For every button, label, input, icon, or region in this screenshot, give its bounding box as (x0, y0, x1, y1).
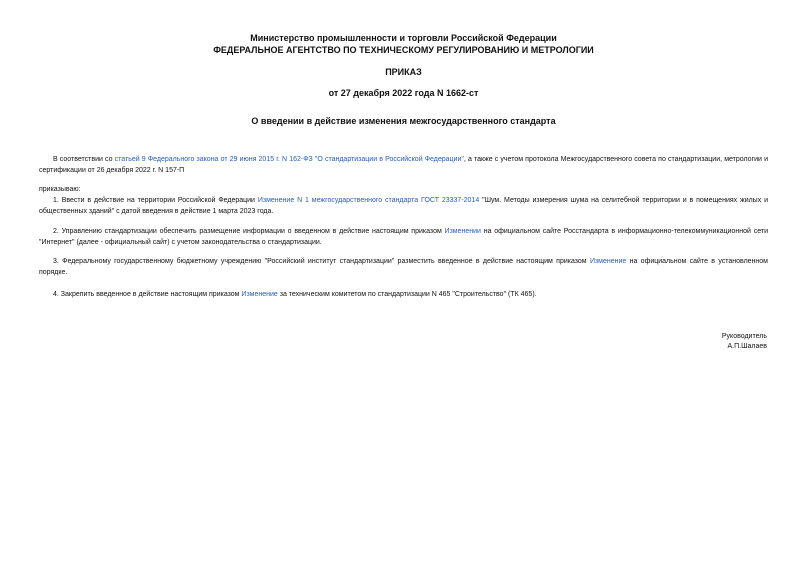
ministry-name: Министерство промышленности и торговли Российской Федерации (250, 33, 557, 43)
amendment-link-3[interactable]: Изменение (589, 258, 627, 265)
item-4-text-after: за техническим комитетом по стандартизации N 465 "Строительство" (ТК 465). (277, 291, 537, 298)
item-3-text-before: 3. Федеральному государственному бюджетному учреждению "Российский институт стандартизации" разместить введенное в действие настоящим приказом (53, 258, 590, 265)
item-1-text-before: 1. Ввести в действие на территории Российской Федерации (53, 197, 258, 204)
document-date-number: от 27 декабря 2022 года N 1662-ст (328, 88, 479, 98)
amendment-link-4[interactable]: Изменение (241, 291, 278, 298)
item-2-paragraph (39, 227, 768, 248)
agency-name: ФЕДЕРАЛЬНОЕ АГЕНТСТВО ПО ТЕХНИЧЕСКОМУ РЕГУЛИРОВАНИЮ И МЕТРОЛОГИИ (213, 45, 594, 55)
item-4-text-before: 4. Закрепить введенное в действие настоящим приказом (53, 291, 242, 298)
item-1-text-after: "Шум. Методы измерения шума на селитебной территории и в помещениях жилых и общественных зданий" с датой введения в действие 1 марта 2023 года. (39, 197, 768, 215)
law-article-link[interactable]: статьей 9 Федерального закона от 29 июня 2015 г. N 162-ФЗ "О стандартизации в Российской Федерации" (114, 156, 464, 163)
item-2-text-after: на официальном сайте Росстандарта в информационно-телекоммуникационной сети "Интернет" (далее - официальный сайт) с учетом законодательства о стандартизации. (39, 228, 768, 246)
item-3-text-after: на официальном сайте в установленном порядке. (39, 258, 768, 276)
decree-word: приказываю: (39, 186, 81, 193)
standard-amendment-link[interactable]: Изменение N 1 межгосударственного стандарта ГОСТ 23337-2014 (257, 197, 480, 204)
document-title: О введении в действие изменения межгосударственного стандарта (251, 116, 556, 126)
item-1-paragraph (39, 196, 768, 217)
item-2-text-before: 2. Управлению стандартизации обеспечить размещение информации о введенном в действие настоящим приказом (53, 228, 445, 235)
signature-name: А.П.Шалаев (727, 343, 767, 350)
item-4-paragraph (39, 290, 768, 301)
item-3-paragraph (39, 257, 768, 278)
intro-text-after: , а также с учетом протокола Межгосударственного совета по стандартизации, метрологии и сертификации от 26 декабря 2022 г. N 157-П (39, 156, 768, 174)
document-type: ПРИКАЗ (385, 67, 422, 77)
signature-role: Руководитель (721, 333, 767, 340)
intro-text-before: В соответствии со (53, 156, 115, 163)
amendment-link-2[interactable]: Изменении (444, 228, 481, 235)
intro-paragraph (39, 155, 768, 176)
